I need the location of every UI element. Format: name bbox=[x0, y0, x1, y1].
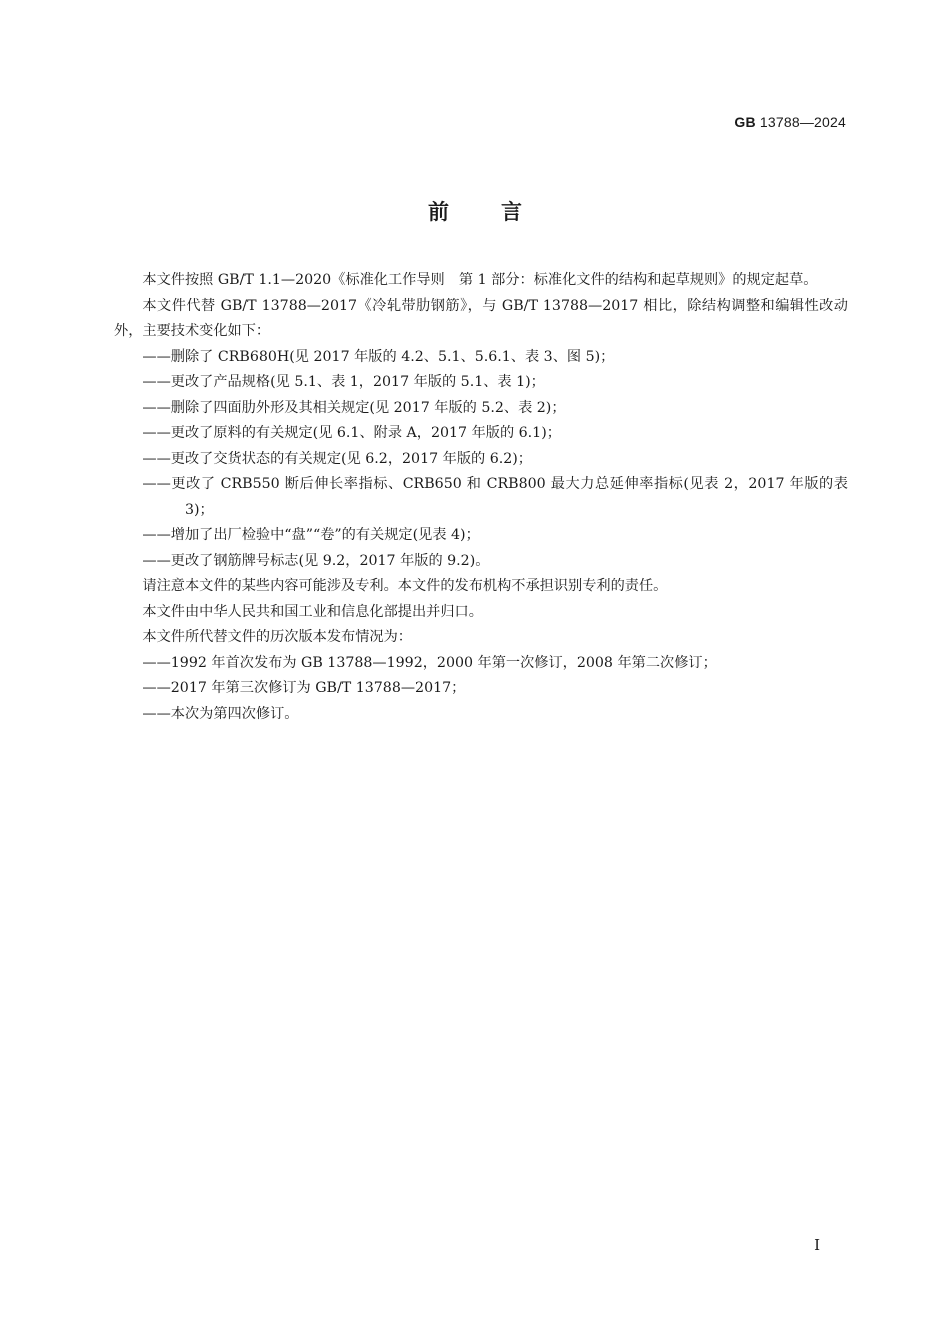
paragraph-patent-notice: 请注意本文件的某些内容可能涉及专利。本文件的发布机构不承担识别专利的责任。 bbox=[142, 578, 668, 594]
foreword-body bbox=[114, 268, 848, 727]
paragraph-drafting-rules: 本文件按照 GB/T 1.1—2020《标准化工作导则 第 1 部分：标准化文件的结构和起草规则》的规定起草。 bbox=[142, 272, 818, 288]
change-item: ——更改了原料的有关规定(见 6.1、附录 A，2017 年版的 6.1)； bbox=[142, 425, 561, 441]
document-code-prefix: GB bbox=[734, 114, 756, 130]
change-item: ——更改了 CRB550 断后伸长率指标、CRB650 和 CRB800 最大力总延伸率指标(见表 2，2017 年版的表 3)； bbox=[142, 476, 848, 518]
change-item: ——删除了四面肋外形及其相关规定(见 2017 年版的 5.2、表 2)； bbox=[142, 399, 566, 416]
page-number: I bbox=[814, 1236, 820, 1254]
change-item: ——更改了交货状态的有关规定(见 6.2，2017 年版的 6.2)； bbox=[142, 450, 532, 467]
document-code-number: 13788—2024 bbox=[759, 114, 846, 130]
change-item: ——更改了钢筋牌号标志(见 9.2，2017 年版的 9.2)。 bbox=[142, 552, 490, 569]
change-item: ——增加了出厂检验中“盘”“卷”的有关规定(见表 4)； bbox=[142, 527, 480, 543]
paragraph-history-intro: 本文件所代替文件的历次版本发布情况为： bbox=[142, 629, 412, 645]
change-item: ——更改了产品规格(见 5.1、表 1，2017 年版的 5.1、表 1)； bbox=[142, 374, 545, 390]
change-item: ——删除了 CRB680H(见 2017 年版的 4.2、5.1、5.6.1、表 3、图 5)； bbox=[142, 348, 615, 365]
history-item: ——1992 年首次发布为 GB 13788—1992，2000 年第一次修订，2008 年第二次修订； bbox=[142, 654, 717, 671]
paragraph-replacement: 本文件代替 GB/T 13788—2017《冷轧带肋钢筋》，与 GB/T 13788—2017 相比，除结构调整和编辑性改动外，主要技术变化如下： bbox=[114, 297, 848, 339]
history-item: ——本次为第四次修订。 bbox=[142, 705, 299, 722]
document-code bbox=[734, 114, 846, 130]
paragraph-proposer: 本文件由中华人民共和国工业和信息化部提出并归口。 bbox=[142, 603, 483, 620]
history-item: ——2017 年第三次修订为 GB/T 13788—2017； bbox=[142, 680, 466, 696]
page-title: 前言 bbox=[428, 200, 574, 224]
